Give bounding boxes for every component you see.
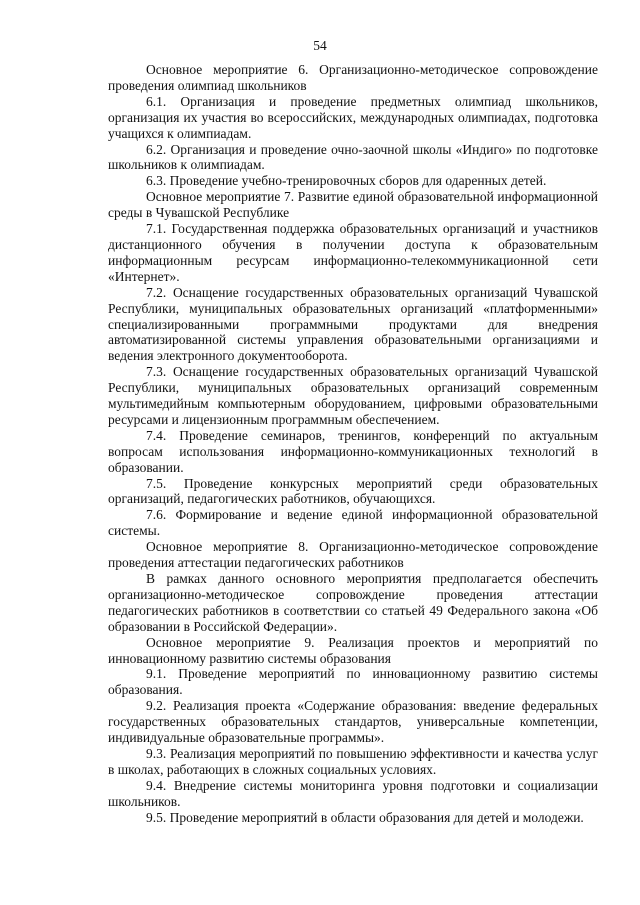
page-number: 54 <box>313 38 327 53</box>
paragraph: Основное мероприятие 8. Организационно-методическое сопровождение проведения аттестации педагогических работников <box>108 539 598 571</box>
paragraph: 7.6. Формирование и ведение единой информационной образовательной системы. <box>108 507 598 539</box>
paragraph: 7.5. Проведение конкурсных мероприятий среди образовательных организаций, педагогических работников, обучающихся. <box>108 475 598 507</box>
paragraph: В рамках данного основного мероприятия предполагается обеспечить организационно-методическое сопровождение проведения аттестации педагогических работников в соответствии со статьей 49 Федерального закона «Об образовании в Российской Федерации». <box>108 571 598 634</box>
paragraph: Основное мероприятие 6. Организационно-методическое сопровождение проведения олимпиад школьников <box>108 62 598 93</box>
paragraph: 9.3. Реализация мероприятий по повышению эффективности и качества услуг в школах, работающих в сложных социальных условиях. <box>108 745 598 777</box>
paragraph: 7.4. Проведение семинаров, тренингов, конференций по актуальным вопросам использования информационно-коммуникационных технологий в образовании. <box>108 427 598 475</box>
paragraph: 6.3. Проведение учебно-тренировочных сборов для одаренных детей. <box>146 173 547 189</box>
paragraph: 6.1. Организация и проведение предметных олимпиад школьников, организация их участия во всероссийских, международных олимпиадах, подготовка учащихся к олимпиадам. <box>108 93 598 141</box>
paragraph: Основное мероприятие 7. Развитие единой образовательной информационной среды в Чувашской Республике <box>108 189 598 221</box>
paragraph: 7.3. Оснащение государственных образовательных организаций Чувашской Республики, муниципальных образовательных организаций современным мультимедийным компьютерным оборудованием, цифровыми образовательными ресурсами и лицензионным программным обеспечением. <box>108 364 598 427</box>
paragraph: Основное мероприятие 9. Реализация проектов и мероприятий по инновационному развитию системы образования <box>108 634 598 666</box>
paragraph: 7.2. Оснащение государственных образовательных организаций Чувашской Республики, муниципальных образовательных организаций «платформенными» специализированными программными продуктами для внедрения автоматизированной системы управления образовательными организациями и ведения электронного документооборота. <box>108 284 598 364</box>
paragraph: 6.2. Организация и проведение очно-заочной школы «Индиго» по подготовке школьников к олимпиадам. <box>108 141 598 173</box>
paragraph: 9.1. Проведение мероприятий по инновационному развитию системы образования. <box>108 666 598 698</box>
paragraph: 7.1. Государственная поддержка образовательных организаций и участников дистанционного обучения в получении доступа к образовательным информационным ресурсам информационно-телекоммуникационной сети «Интернет». <box>108 221 598 284</box>
paragraph: 9.4. Внедрение системы мониторинга уровня подготовки и социализации школьников. <box>108 777 598 809</box>
paragraph: 9.2. Реализация проекта «Содержание образования: введение федеральных государственных образовательных стандартов, универсальные компетенции, индивидуальные образовательные программы». <box>108 698 598 746</box>
paragraph: 9.5. Проведение мероприятий в области образования для детей и молодежи. <box>146 809 584 825</box>
body-text <box>108 62 598 826</box>
